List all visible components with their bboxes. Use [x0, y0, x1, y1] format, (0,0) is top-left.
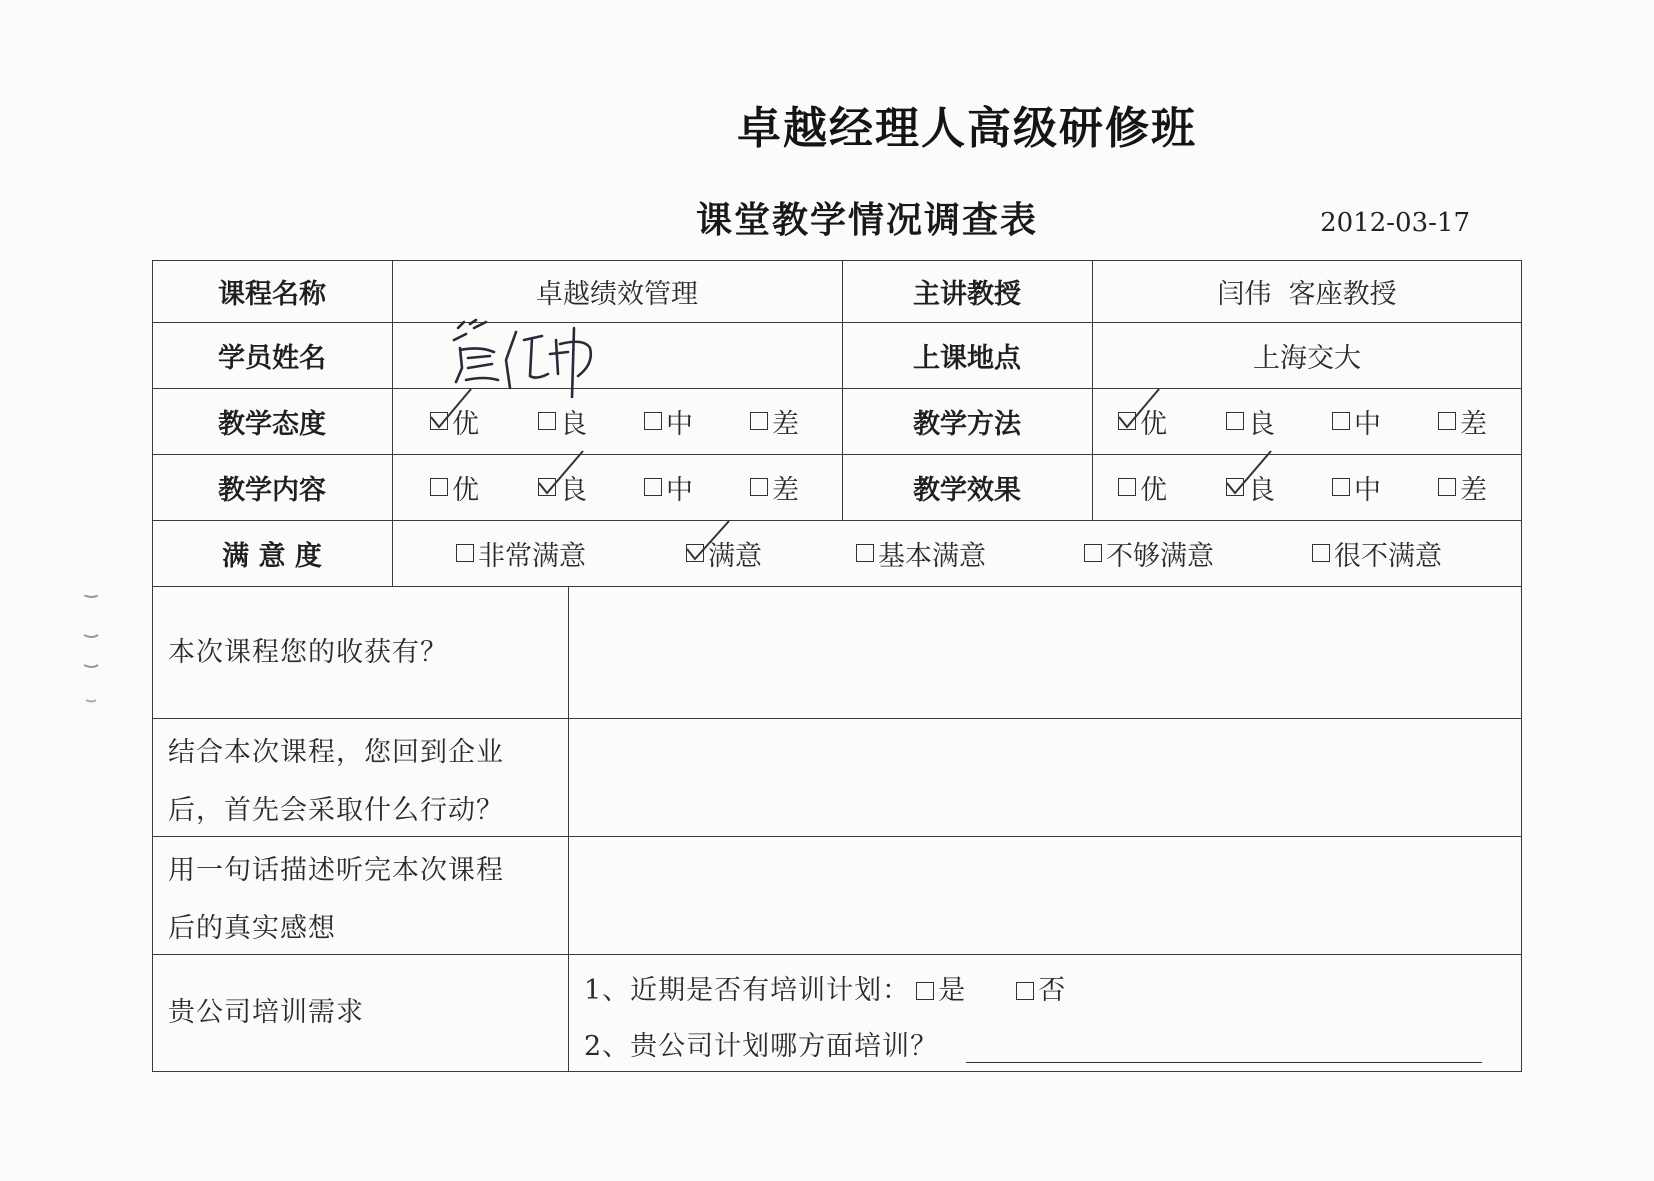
training-plan-yes[interactable]: 是: [916, 962, 966, 1020]
answer-feeling-area[interactable]: [570, 838, 1520, 952]
checkbox[interactable]: [856, 544, 874, 562]
content-option-poor[interactable]: 差: [750, 454, 799, 520]
question-feeling-line1: 用一句话描述听完本次课程: [168, 855, 504, 886]
row-divider: [152, 586, 1522, 587]
content-label: 教学内容: [218, 474, 326, 506]
checkbox[interactable]: [1084, 544, 1102, 562]
checkbox[interactable]: [456, 544, 474, 562]
checkbox-checked[interactable]: [430, 412, 448, 430]
checkbox-checked[interactable]: [1118, 412, 1136, 430]
attitude-option-good[interactable]: 良: [538, 388, 587, 454]
effect-option-poor[interactable]: 差: [1438, 454, 1487, 520]
course-name-label: 课程名称: [218, 278, 326, 310]
checkmark-icon: [429, 387, 481, 435]
question-feeling-line2: 后的真实感想: [168, 913, 336, 944]
col-divider: [568, 586, 569, 1072]
training-area-question: 2、贵公司计划哪方面培训？: [584, 1031, 939, 1062]
effect-option-good[interactable]: 良: [1226, 454, 1275, 520]
checkbox[interactable]: [1438, 478, 1456, 496]
student-name-label: 学员姓名: [218, 342, 326, 374]
method-label: 教学方法: [913, 408, 1021, 440]
satisfaction-option-not-satisfied-enough[interactable]: 不够满意: [1084, 520, 1214, 586]
checkbox[interactable]: [1332, 412, 1350, 430]
checkbox[interactable]: [750, 478, 768, 496]
training-area-answer-line[interactable]: [966, 1062, 1482, 1063]
checkbox[interactable]: [1312, 544, 1330, 562]
attitude-option-excellent[interactable]: 优: [430, 388, 479, 454]
checkbox[interactable]: [750, 412, 768, 430]
satisfaction-label: 满 意 度: [222, 540, 322, 572]
effect-option-excellent[interactable]: 优: [1118, 454, 1167, 520]
effect-option-average[interactable]: 中: [1332, 454, 1381, 520]
attitude-option-poor[interactable]: 差: [750, 388, 799, 454]
satisfaction-option-basically-satisfied[interactable]: 基本满意: [856, 520, 986, 586]
attitude-option-average[interactable]: 中: [644, 388, 693, 454]
answer-action-area[interactable]: [570, 720, 1520, 834]
satisfaction-option-very-satisfied[interactable]: 非常满意: [456, 520, 586, 586]
content-option-good[interactable]: 良: [538, 454, 587, 520]
satisfaction-option-satisfied[interactable]: 满意: [686, 520, 762, 586]
checkbox-checked[interactable]: [686, 544, 704, 562]
method-option-poor[interactable]: 差: [1438, 388, 1487, 454]
checkbox[interactable]: [644, 412, 662, 430]
checkbox[interactable]: [1438, 412, 1456, 430]
checkbox[interactable]: [1332, 478, 1350, 496]
checkbox[interactable]: [1016, 982, 1034, 1000]
method-option-excellent[interactable]: 优: [1118, 388, 1167, 454]
course-name-value: 卓越绩效管理: [536, 278, 698, 310]
question-gains: 本次课程您的收获有？: [168, 637, 448, 668]
training-plan-question: 1、近期是否有培训计划： 是 否: [584, 962, 1066, 1020]
checkbox[interactable]: [430, 478, 448, 496]
scan-edge-marks: [82, 595, 102, 705]
checkbox[interactable]: [1226, 412, 1244, 430]
attitude-label: 教学态度: [218, 408, 326, 440]
checkbox[interactable]: [644, 478, 662, 496]
location-label: 上课地点: [913, 342, 1021, 374]
checkmark-icon: [1117, 387, 1169, 435]
answer-gains-area[interactable]: [570, 588, 1520, 716]
checkmark-icon: [685, 519, 737, 567]
satisfaction-option-very-dissatisfied[interactable]: 很不满意: [1312, 520, 1442, 586]
form-title: 卓越经理人高级研修班: [737, 103, 1197, 154]
row-divider: [152, 954, 1522, 955]
student-signature: [450, 318, 620, 398]
checkbox-checked[interactable]: [538, 478, 556, 496]
checkmark-icon: [537, 453, 589, 501]
question-action-line2: 后，首先会采取什么行动？: [168, 795, 504, 826]
checkbox[interactable]: [916, 982, 934, 1000]
checkmark-icon: [1225, 453, 1277, 501]
form-date: 2012-03-17: [1320, 208, 1470, 238]
row-divider: [152, 718, 1522, 719]
checkbox[interactable]: [538, 412, 556, 430]
question-action-line1: 结合本次课程，您回到企业: [168, 737, 504, 768]
lecturer-value: 闫伟 客座教授: [1217, 278, 1397, 310]
training-plan-no[interactable]: 否: [1016, 962, 1066, 1020]
checkbox-checked[interactable]: [1226, 478, 1244, 496]
training-need-label: 贵公司培训需求: [168, 997, 364, 1028]
form-subtitle: 课堂教学情况调查表: [695, 200, 1038, 241]
method-option-good[interactable]: 良: [1226, 388, 1275, 454]
method-option-average[interactable]: 中: [1332, 388, 1381, 454]
content-option-average[interactable]: 中: [644, 454, 693, 520]
checkbox[interactable]: [1118, 478, 1136, 496]
effect-label: 教学效果: [913, 474, 1021, 506]
content-option-excellent[interactable]: 优: [430, 454, 479, 520]
location-value: 上海交大: [1253, 342, 1361, 374]
lecturer-label: 主讲教授: [913, 278, 1021, 310]
